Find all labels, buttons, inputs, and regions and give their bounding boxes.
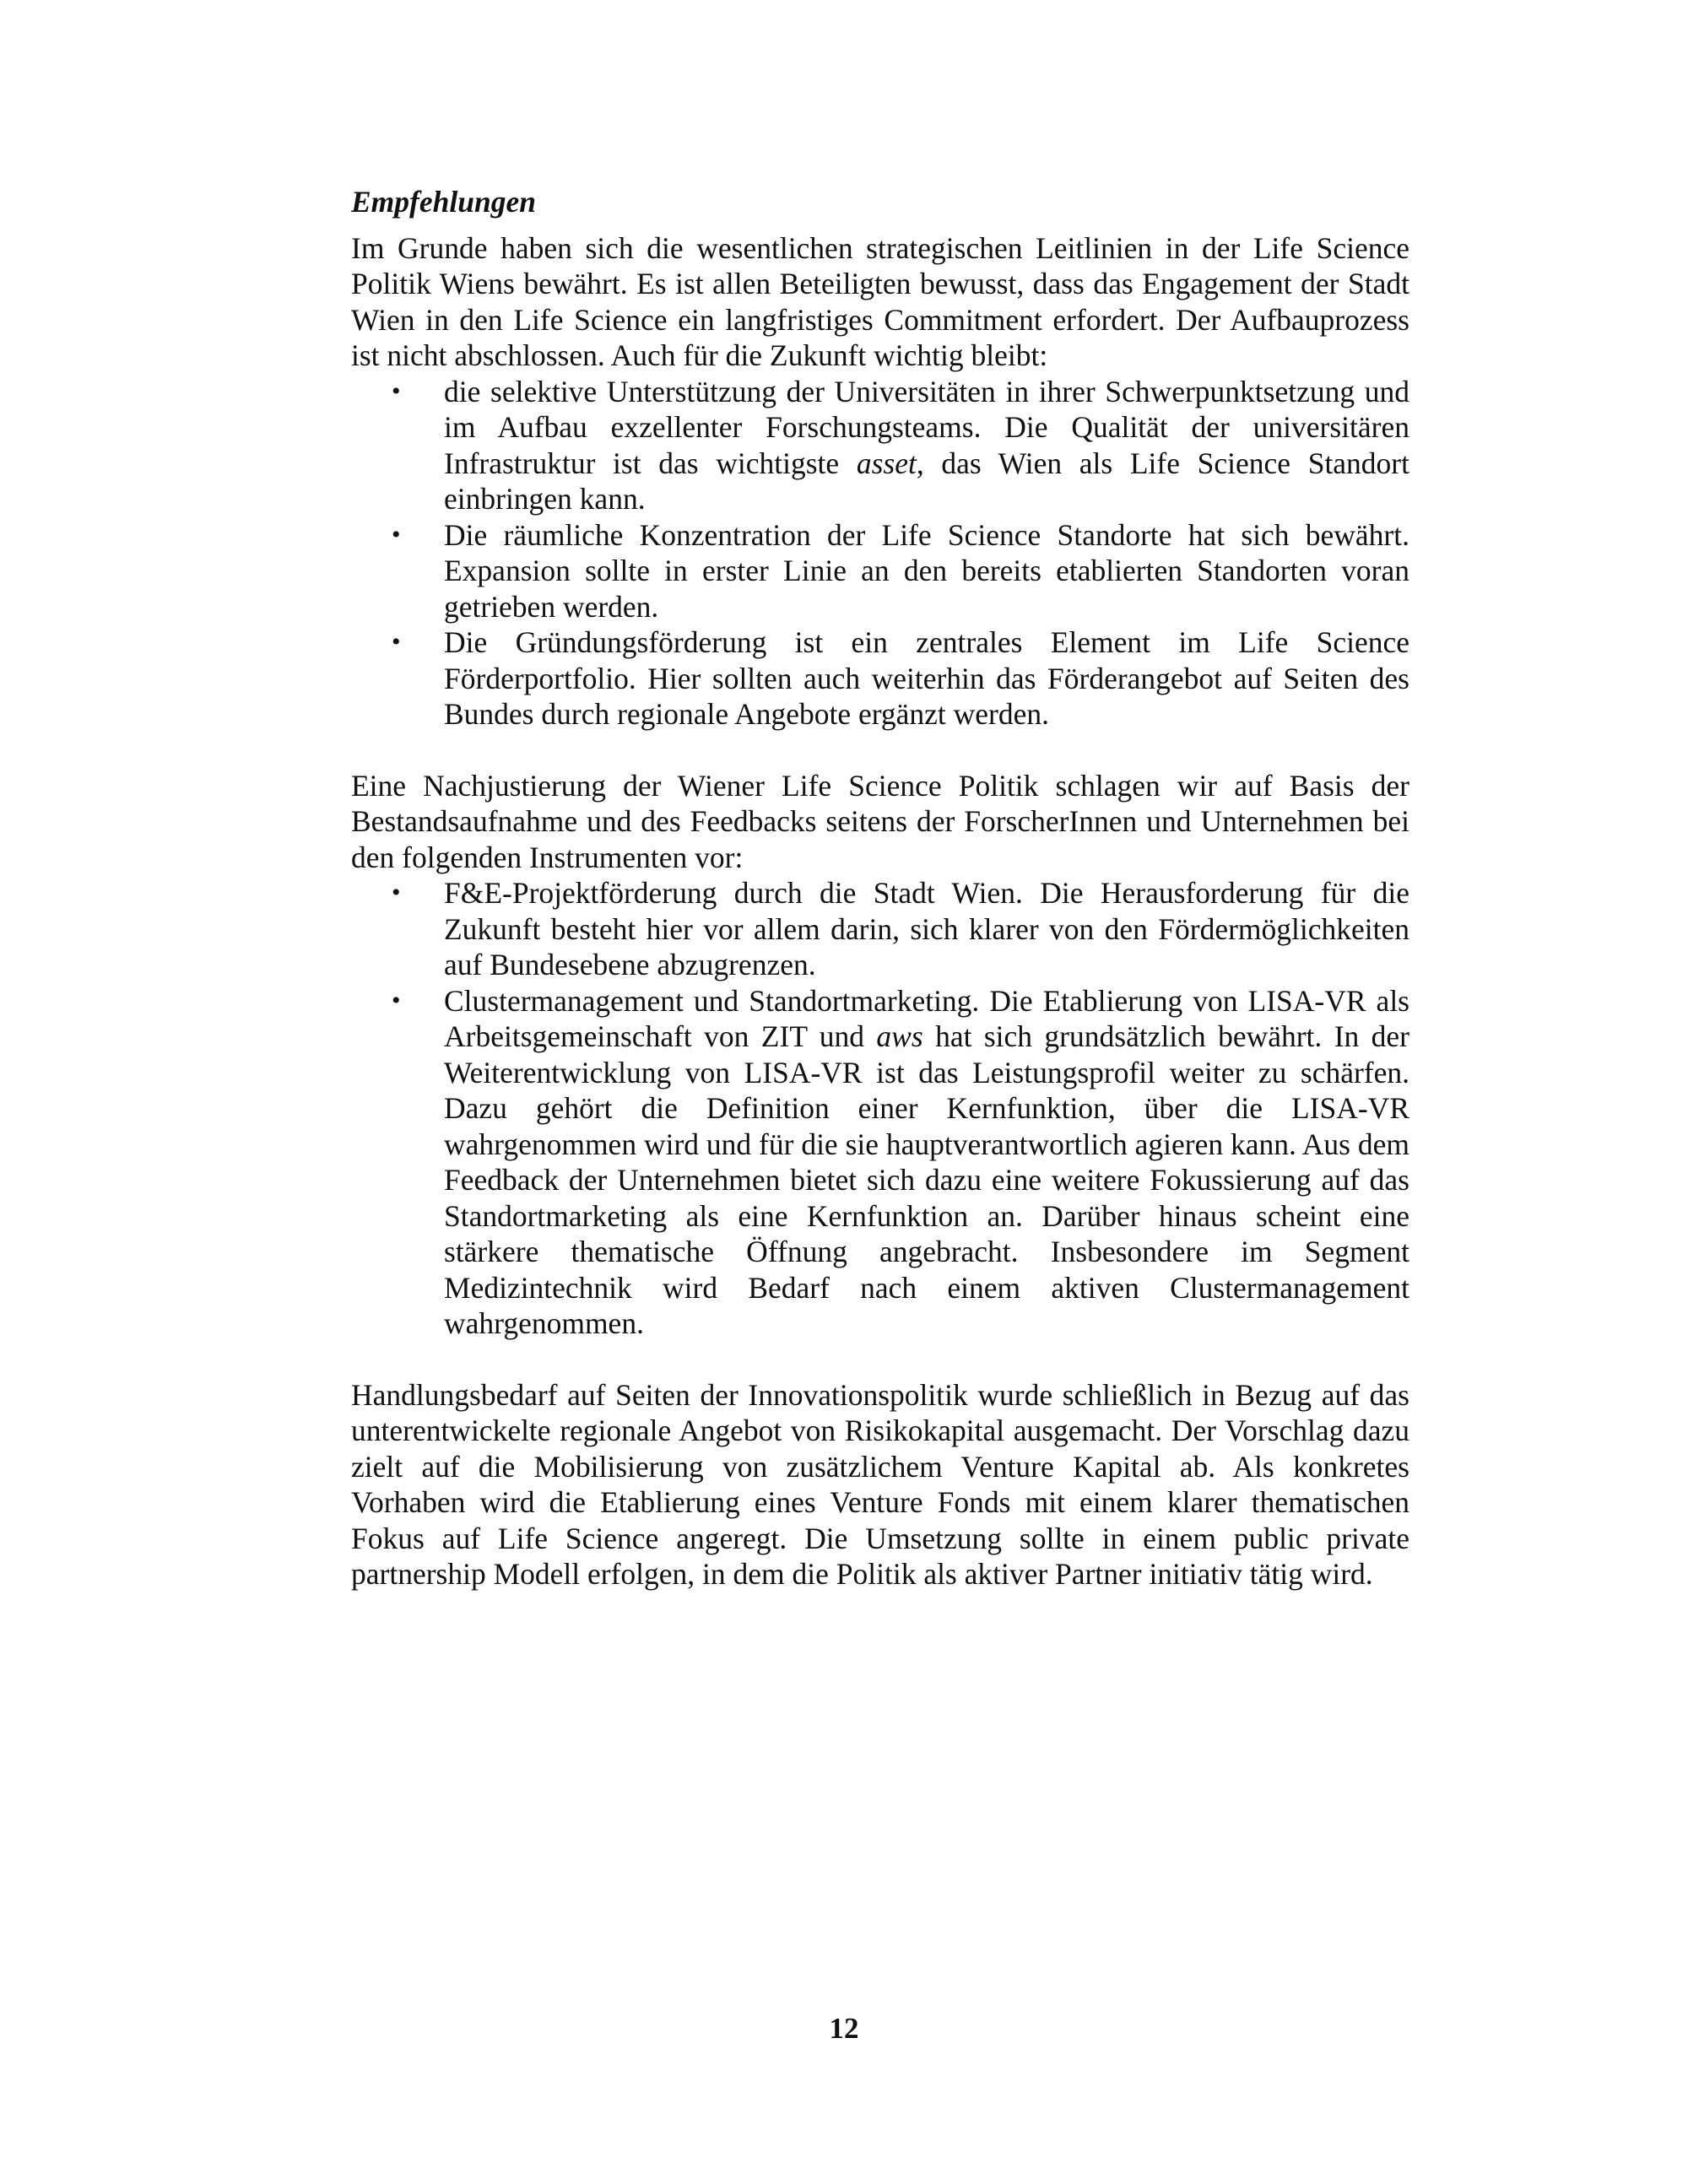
list-item <box>351 374 1409 517</box>
bullet-icon: • <box>392 878 401 906</box>
list-item <box>351 624 1409 733</box>
list-item <box>351 983 1409 1342</box>
list-item-text-after: hat sich grundsätzlich bewährt. In der Weiterentwicklung von LISA-VR ist das Leistungsprofil weiter zu schärfen. Dazu gehört die Definition einer Kernfunktion, über die LISA-VR wahrgenommen wird und für die sie hauptverantwortlich agieren kann. Aus dem Feedback der Unternehmen bietet sich dazu eine weitere Fokussierung auf das Standortmarketing als eine Kernfunktion an. Darüber hinaus scheint eine stärkere thematische Öffnung angebracht. Insbesondere im Segment Medizintechnik wird Bedarf nach einem aktiven Clustermanagement wahrgenommen. <box>444 1019 1409 1340</box>
list-item-text-after: , das Wien als Life Science Standort einbringen kann. <box>444 446 1409 516</box>
section-heading: Empfehlungen <box>351 185 536 219</box>
bullet-icon: • <box>392 986 401 1014</box>
third-paragraph: Handlungsbedarf auf Seiten der Innovationspolitik wurde schließlich in Bezug auf das unterentwickelte regionale Angebot von Risikokapital ausgemacht. Der Vorschlag dazu zielt auf die Mobilisierung von zusätzlichem Venture Kapital ab. Als konkretes Vorhaben wird die Etablierung eines Venture Fonds mit einem klarer thematischen Fokus auf Life Science angeregt. Die Umsetzung sollte in einem public private partnership Modell erfolgen, in dem die Politik als aktiver Partner initiativ tätig wird. <box>351 1377 1409 1591</box>
list-item-text: F&E-Projektförderung durch die Stadt Wien. Die Herausforderung für die Zukunft besteht hier vor allem darin, sich klarer von den Fördermöglichkeiten auf Bundesebene abzugrenzen. <box>444 876 1409 981</box>
list-item-emphasis: aws <box>876 1019 923 1053</box>
list-item-emphasis: asset <box>856 446 917 480</box>
intro-paragraph: Im Grunde haben sich die wesentlichen strategischen Leitlinien in der Life Science Politik Wiens bewährt. Es ist allen Beteiligten bewusst, dass das Engagement der Stadt Wien in den Life Science ein langfristiges Commitment erfordert. Der Aufbauprozess ist nicht abschlossen. Auch für die Zukunft wichtig bleibt: <box>351 230 1409 372</box>
paragraph-gap <box>351 1342 1409 1377</box>
instrument-list <box>351 875 1409 1342</box>
list-item-text: Die Gründungsförderung ist ein zentrales Element im Life Science Förderportfolio. Hier sollten auch weiterhin das Förderangebot auf Seiten des Bundes durch regionale Angebote ergänzt werden. <box>444 625 1409 731</box>
page-content <box>351 184 1409 1592</box>
recommendation-list <box>351 374 1409 733</box>
list-item <box>351 875 1409 983</box>
page-number: 12 <box>829 2012 859 2045</box>
list-item-text: Clustermanagement und Standortmarketing. Die Etablierung von LISA-VR als Arbeitsgemeinschaft von ZIT und <box>444 983 1409 1053</box>
list-item-text: Die räumliche Konzentration der Life Science Standorte hat sich bewährt. Expansion sollte in erster Linie an den bereits etablierten Standorten voran getrieben werden. <box>444 517 1409 624</box>
bullet-icon: • <box>392 628 401 656</box>
paragraph-gap <box>351 733 1409 768</box>
second-paragraph: Eine Nachjustierung der Wiener Life Science Politik schlagen wir auf Basis der Bestandsaufnahme und des Feedbacks seitens der ForscherInnen und Unternehmen bei den folgenden Instrumenten vor: <box>351 768 1409 874</box>
list-item-text: die selektive Unterstützung der Universitäten in ihrer Schwerpunktsetzung und im Aufbau exzellenter Forschungsteams. Die Qualität der universitären Infrastruktur ist das wichtigste <box>444 374 1409 480</box>
bullet-icon: • <box>392 376 401 405</box>
bullet-icon: • <box>392 520 401 549</box>
list-item <box>351 517 1409 625</box>
